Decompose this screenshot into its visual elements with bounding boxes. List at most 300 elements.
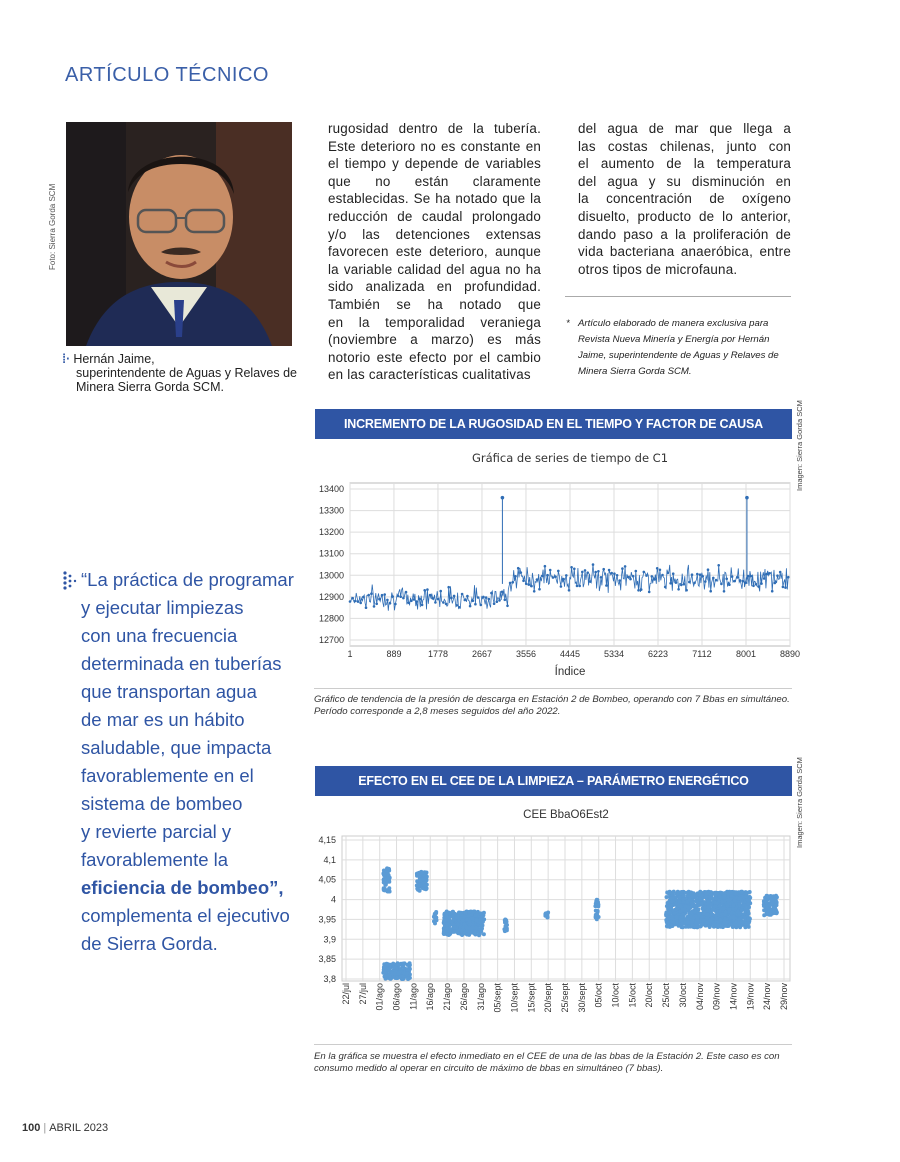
chart1-point xyxy=(771,590,774,593)
chart1-point xyxy=(629,578,632,581)
section-label: ARTÍCULO TÉCNICO xyxy=(65,64,269,86)
chart2-point xyxy=(728,916,732,920)
chart1-point xyxy=(442,601,445,604)
chart2-xtick-label: 30/oct xyxy=(677,983,688,1008)
issue-date: ABRIL 2023 xyxy=(49,1122,109,1134)
chart2-point xyxy=(670,924,674,928)
chart2-xtick-label: 15/sept xyxy=(526,983,537,1013)
chart2-point xyxy=(680,915,684,919)
chart1-xtick-label: 2667 xyxy=(471,649,492,659)
chart2-point xyxy=(723,920,727,924)
chart2-point xyxy=(467,910,471,914)
chart2-point xyxy=(392,965,396,969)
body-line: favorecen este deterioro, aunque xyxy=(328,244,541,260)
chart2-point xyxy=(723,891,727,895)
chart2-point xyxy=(740,908,744,912)
chart2-point xyxy=(396,972,400,976)
chart2-point xyxy=(418,878,422,882)
chart2-point xyxy=(762,904,766,908)
chart2-point xyxy=(596,903,600,907)
body-line: las costas chilenas, junto con xyxy=(578,138,791,154)
chart1-point xyxy=(482,596,485,599)
footnote-star: * xyxy=(566,318,570,329)
chart2-point xyxy=(451,910,455,914)
chart1-point xyxy=(683,583,686,586)
quote-line: con una frecuencia xyxy=(81,625,238,646)
chart2-point xyxy=(452,930,456,934)
chart1-point xyxy=(787,576,790,579)
chart2-point xyxy=(700,902,704,906)
chart2-xtick-label: 06/ago xyxy=(391,983,402,1011)
chart2-point xyxy=(738,912,742,916)
chart1-point xyxy=(739,579,742,582)
chart1-point xyxy=(632,575,635,578)
chart1-svg xyxy=(305,441,801,686)
chart1-point xyxy=(750,575,753,578)
chart2-point xyxy=(718,895,722,899)
footnote-text: Artículo elaborado de manera exclusiva para Revista Nueva Minería y Energía por Hernán Jaime, superintendente de Aguas y Relaves de Minera Sierra Gorda SCM. xyxy=(578,318,779,377)
chart2-point xyxy=(674,903,678,907)
chart2-point xyxy=(745,891,749,895)
chart2-point xyxy=(419,871,423,875)
chart2-point xyxy=(386,877,390,881)
body-line: el aumento de la temperatura xyxy=(578,156,791,172)
chart2-point xyxy=(666,925,670,929)
chart1-xtick-label: 5334 xyxy=(603,649,624,659)
chart1-point xyxy=(552,576,555,579)
chart2-point xyxy=(397,963,401,967)
chart1-point xyxy=(640,588,643,591)
body-line: y/o las detenciones extensas xyxy=(328,226,541,242)
chart1-point xyxy=(461,593,464,596)
chart2-point xyxy=(465,933,469,937)
chart2-point xyxy=(694,899,698,903)
body-line: reducción de caudal prolongado xyxy=(328,208,541,224)
chart1-point xyxy=(560,585,563,588)
chart2-point xyxy=(688,898,692,902)
chart1-xlabel: Índice xyxy=(554,666,586,678)
chart1-point xyxy=(651,575,654,578)
chart2-xtick-label: 15/oct xyxy=(627,983,638,1008)
chart2-xtick-label: 11/ago xyxy=(408,983,419,1010)
chart1-point xyxy=(378,598,381,601)
chart1-point xyxy=(712,577,715,580)
chart2-point xyxy=(747,902,751,906)
chart2-point xyxy=(594,913,598,917)
figure2-note: En la gráfica se muestra el efecto inmediato en el CEE de una de las bbas de la Estación 2. Este caso es con consumo medido al operar en circuito de máximo de bbas en simultáneo (7 bbas). xyxy=(314,1051,780,1074)
chart1-point xyxy=(525,583,528,586)
chart2-point xyxy=(670,899,674,903)
chart1-point xyxy=(573,568,576,571)
chart1-point xyxy=(415,600,418,603)
chart1-ytick-label: 12900 xyxy=(318,591,344,602)
chart1-point xyxy=(464,599,467,602)
chart1-point xyxy=(680,584,683,587)
chart1-point xyxy=(699,573,702,576)
chart2-point xyxy=(687,906,691,910)
chart2-point xyxy=(666,921,670,925)
chart1-point xyxy=(546,574,549,577)
chart1-point xyxy=(578,585,581,588)
chart1-point xyxy=(720,583,723,586)
chart1-ytick-label: 13000 xyxy=(318,570,344,581)
chart2-point xyxy=(705,913,709,917)
chart2-ytick-label: 4,05 xyxy=(318,874,336,885)
chart1-point xyxy=(365,606,368,609)
chart1-point xyxy=(362,596,365,599)
chart1-xtick-label: 1778 xyxy=(427,649,448,659)
chart2-point xyxy=(685,917,689,921)
chart1-point xyxy=(506,605,509,608)
body-line: sido analizada en profundidad. xyxy=(328,279,541,295)
chart2-point xyxy=(733,922,737,926)
chart2-point xyxy=(469,930,473,934)
figure1-rule xyxy=(314,688,792,689)
chart2-point xyxy=(714,917,718,921)
chart1-point xyxy=(407,602,410,605)
quote-line: saludable, que impacta xyxy=(81,737,272,758)
chart1-point xyxy=(602,568,605,571)
bullet-dots-icon: ⁞· xyxy=(62,352,71,366)
chart2-xtick-label: 09/nov xyxy=(711,983,722,1011)
chart2-point xyxy=(693,910,697,914)
quote-line: sistema de bombeo xyxy=(81,793,243,814)
quote-line-bold: eficiencia de bombeo”, xyxy=(81,877,284,898)
footnote xyxy=(566,316,792,380)
caption-role-2: Minera Sierra Gorda SCM. xyxy=(76,380,224,394)
chart2-xtick-label: 31/ago xyxy=(475,983,486,1011)
chart2-point xyxy=(456,922,460,926)
body-line: Este deterioro no es constante en xyxy=(328,138,541,154)
chart1-point xyxy=(554,576,557,579)
chart2-point xyxy=(595,917,599,921)
body-line: la concentración de oxígeno xyxy=(578,191,791,207)
chart2-point xyxy=(434,910,438,914)
chart1-point xyxy=(637,589,640,592)
chart2-point xyxy=(482,932,486,936)
chart2-point xyxy=(680,922,684,926)
chart2-point xyxy=(407,976,411,980)
chart2-point xyxy=(731,915,735,919)
chart1-point xyxy=(453,595,456,598)
chart1-point xyxy=(661,574,664,577)
chart1-point xyxy=(576,585,579,588)
chart2-point xyxy=(744,895,748,899)
chart2-xtick-label: 25/oct xyxy=(661,983,672,1008)
chart1-point xyxy=(664,586,667,589)
footnote-divider xyxy=(565,296,791,297)
chart2-point xyxy=(710,912,714,916)
chart1-point xyxy=(394,603,397,606)
chart1-ytick-label: 13400 xyxy=(318,484,344,494)
chart1-point xyxy=(434,601,437,604)
chart2-point xyxy=(395,976,399,980)
chart2-xtick-label: 04/nov xyxy=(694,983,705,1011)
chart1-point xyxy=(627,576,630,579)
body-line: la variable calidad del agua no ha xyxy=(328,261,541,277)
chart2-point xyxy=(714,913,718,917)
chart1-point xyxy=(669,582,672,585)
chart1-point xyxy=(514,575,517,578)
chart1-point xyxy=(619,579,622,582)
chart2-point xyxy=(382,965,386,969)
chart2-point xyxy=(405,968,409,972)
chart1-point xyxy=(667,572,670,575)
chart2-point xyxy=(710,917,714,921)
page-number: 100 xyxy=(22,1122,41,1134)
chart2-point xyxy=(771,901,775,905)
chart1-point xyxy=(431,597,434,600)
quote-line: complementa el ejecutivo xyxy=(81,905,290,926)
chart2-point xyxy=(709,890,713,894)
chart2-point xyxy=(729,922,733,926)
chart2-ytick-label: 3,9 xyxy=(323,934,336,945)
chart2-xtick-label: 05/sept xyxy=(492,983,503,1013)
chart1-point xyxy=(782,586,785,589)
chart2-point xyxy=(399,967,403,971)
chart2-point xyxy=(723,917,727,921)
chart1-xtick-label: 4445 xyxy=(559,649,580,659)
chart1-point xyxy=(766,573,769,576)
chart1-point xyxy=(423,589,426,592)
chart1-point xyxy=(373,605,376,608)
chart1-spike-point xyxy=(501,496,505,500)
chart2-xtick-label: 24/nov xyxy=(762,983,773,1011)
chart2-point xyxy=(774,899,778,903)
chart2-point xyxy=(697,920,701,924)
chart2-point xyxy=(595,898,599,902)
quote-line: favorablemente la xyxy=(81,849,229,870)
chart2-point xyxy=(701,919,705,923)
chart2-point xyxy=(668,911,672,915)
chart1-point xyxy=(589,580,592,583)
chart1-point xyxy=(509,582,512,585)
chart2-point xyxy=(384,883,388,887)
chart2-point xyxy=(401,976,405,980)
chart2-point xyxy=(729,890,733,894)
chart1-point xyxy=(701,575,704,578)
chart2-point xyxy=(746,908,750,912)
chart2-point xyxy=(713,922,717,926)
chart2-point xyxy=(422,884,426,888)
chart1-point xyxy=(370,592,373,595)
chart2-point xyxy=(671,892,675,896)
body-line: vida bacteriana anaeróbica, entre xyxy=(578,244,791,260)
chart1-point xyxy=(688,581,691,584)
body-line: que no están claramente xyxy=(328,173,541,189)
chart2-point xyxy=(695,925,699,929)
chart1-point xyxy=(731,575,734,578)
chart2-point xyxy=(453,926,457,930)
chart2-point xyxy=(471,926,475,930)
chart2-point xyxy=(473,932,477,936)
chart1-point xyxy=(763,577,766,580)
chart1-point xyxy=(675,581,678,584)
chart2-point xyxy=(381,872,385,876)
chart1-xtick-label: 8890 xyxy=(779,649,801,659)
chart2-xtick-label: 25/sept xyxy=(560,983,570,1013)
chart1-point xyxy=(367,594,370,597)
author-photo xyxy=(66,122,292,346)
body-line: dando paso a la proliferación de xyxy=(578,226,791,242)
chart1-point xyxy=(351,597,354,600)
chart2-point xyxy=(387,889,391,893)
chart1-point xyxy=(568,589,571,592)
chart2-xtick-label: 16/ago xyxy=(425,983,436,1011)
chart2-point xyxy=(724,924,728,928)
chart2-point xyxy=(419,883,423,887)
quote-line: y ejecutar limpiezas xyxy=(81,597,244,618)
chart1-point xyxy=(562,578,565,581)
chart-rugosidad xyxy=(305,441,801,691)
chart1-point xyxy=(659,569,662,572)
chart1-point xyxy=(677,588,680,591)
figure1-credit: Imagen: Sierra Gorda SCM xyxy=(795,400,804,491)
chart1-point xyxy=(755,583,758,586)
body-line: notorio este efecto por el cambio xyxy=(328,349,541,365)
chart1-point xyxy=(586,571,589,574)
chart1-point xyxy=(691,573,694,576)
chart2-point xyxy=(502,927,506,931)
chart2-point xyxy=(474,914,478,918)
chart1-point xyxy=(672,572,675,575)
chart1-point xyxy=(696,573,699,576)
chart2-point xyxy=(666,916,670,920)
chart2-xtick-label: 10/oct xyxy=(610,983,621,1008)
chart1-point xyxy=(488,598,491,601)
chart1-point xyxy=(541,575,544,578)
chart1-point xyxy=(405,591,408,594)
chart-cee xyxy=(305,798,790,1043)
chart2-point xyxy=(677,900,681,904)
body-line: del agua y su disminución en xyxy=(578,173,791,189)
chart2-point xyxy=(743,925,747,929)
chart2-ytick-label: 3,85 xyxy=(318,954,336,965)
chart2-point xyxy=(708,925,712,929)
chart1-point xyxy=(439,590,442,593)
chart2-xtick-label: 29/nov xyxy=(779,983,789,1011)
chart1-xtick-label: 889 xyxy=(386,649,402,659)
quote-line: de Sierra Gorda. xyxy=(81,933,218,954)
chart1-point xyxy=(445,603,448,606)
chart2-ytick-label: 3,8 xyxy=(323,974,336,984)
chart2-xtick-label: 20/sept xyxy=(543,983,554,1013)
chart2-point xyxy=(705,909,709,913)
chart1-point xyxy=(648,591,651,594)
chart1-point xyxy=(456,604,459,607)
chart2-point xyxy=(692,894,696,898)
chart2-ytick-label: 3,95 xyxy=(318,914,336,925)
chart2-xtick-label: 10/sept xyxy=(509,983,520,1013)
chart2-point xyxy=(713,901,717,905)
chart2-point xyxy=(596,909,600,913)
chart2-point xyxy=(719,925,723,929)
chart1-point xyxy=(707,568,710,571)
chart2-point xyxy=(773,906,777,910)
chart1-point xyxy=(528,583,531,586)
chart1-point xyxy=(538,588,541,591)
chart2-point xyxy=(689,915,693,919)
body-line: otros tipos de microfauna. xyxy=(578,261,738,277)
chart1-point xyxy=(399,595,402,598)
chart1-point xyxy=(359,602,362,605)
chart1-point xyxy=(397,595,400,598)
chart2-point xyxy=(743,916,747,920)
chart1-point xyxy=(717,564,720,567)
quote-line: determinada en tuberías xyxy=(81,653,282,674)
chart2-point xyxy=(720,900,724,904)
chart2-point xyxy=(681,897,685,901)
chart2-point xyxy=(479,920,483,924)
quote-line: y revierte parcial y xyxy=(81,821,232,842)
chart1-point xyxy=(533,590,536,593)
chart1-point xyxy=(779,571,782,574)
chart2-point xyxy=(678,895,682,899)
chart2-point xyxy=(447,933,451,937)
chart1-point xyxy=(466,595,469,598)
body-line: en la temporalidad veraniega xyxy=(328,314,541,330)
chart1-point xyxy=(758,585,761,588)
chart2-xtick-label: 20/oct xyxy=(644,983,655,1008)
chart1-point xyxy=(728,583,731,586)
chart1-ytick-label: 12800 xyxy=(318,613,344,624)
chart1-point xyxy=(608,569,611,572)
figure1-banner: INCREMENTO DE LA RUGOSIDAD EN EL TIEMPO Y FACTOR DE CAUSA xyxy=(315,409,792,439)
chart1-point xyxy=(530,585,533,588)
chart2-point xyxy=(451,915,455,919)
chart2-point xyxy=(475,918,479,922)
chart2-ytick-label: 4,15 xyxy=(318,835,336,845)
chart1-point xyxy=(570,566,573,569)
chart1-point xyxy=(357,600,360,603)
chart1-point xyxy=(594,571,597,574)
chart2-point xyxy=(665,895,669,899)
chart2-point xyxy=(762,913,766,917)
chart2-point xyxy=(468,919,472,923)
quote-line: favorablemente en el xyxy=(81,765,254,786)
chart1-point xyxy=(426,588,429,591)
chart2-xtick-label: 05/oct xyxy=(593,983,604,1008)
chart2-xtick-label: 19/nov xyxy=(745,983,756,1011)
chart2-point xyxy=(674,915,678,919)
body-line: establecidas. Se ha notado que la xyxy=(328,191,541,207)
chart2-point xyxy=(746,918,750,922)
chart1-point xyxy=(752,585,755,588)
chart1-point xyxy=(383,593,386,596)
chart2-point xyxy=(771,897,775,901)
chart1-point xyxy=(391,595,394,598)
chart2-point xyxy=(424,876,428,880)
chart1-point xyxy=(723,590,726,593)
body-line: También se ha notado que xyxy=(328,296,541,312)
chart2-point xyxy=(443,912,447,916)
chart1-point xyxy=(477,596,480,599)
chart2-xtick-label: 22/jul xyxy=(341,983,351,1005)
chart1-point xyxy=(693,582,696,585)
chart1-point xyxy=(733,580,736,583)
page-footer xyxy=(22,1122,108,1134)
chart1-point xyxy=(742,580,745,583)
chart1-point xyxy=(784,586,787,589)
chart1-point xyxy=(429,594,432,597)
chart1-point xyxy=(544,565,547,568)
chart1-point xyxy=(624,565,627,568)
chart1-point xyxy=(386,599,389,602)
chart1-xtick-label: 6223 xyxy=(647,649,669,659)
chart2-title: CEE BbaO6Est2 xyxy=(523,809,609,821)
chart2-xtick-label: 26/ago xyxy=(458,983,469,1011)
chart2-xtick-label: 14/nov xyxy=(728,983,739,1011)
